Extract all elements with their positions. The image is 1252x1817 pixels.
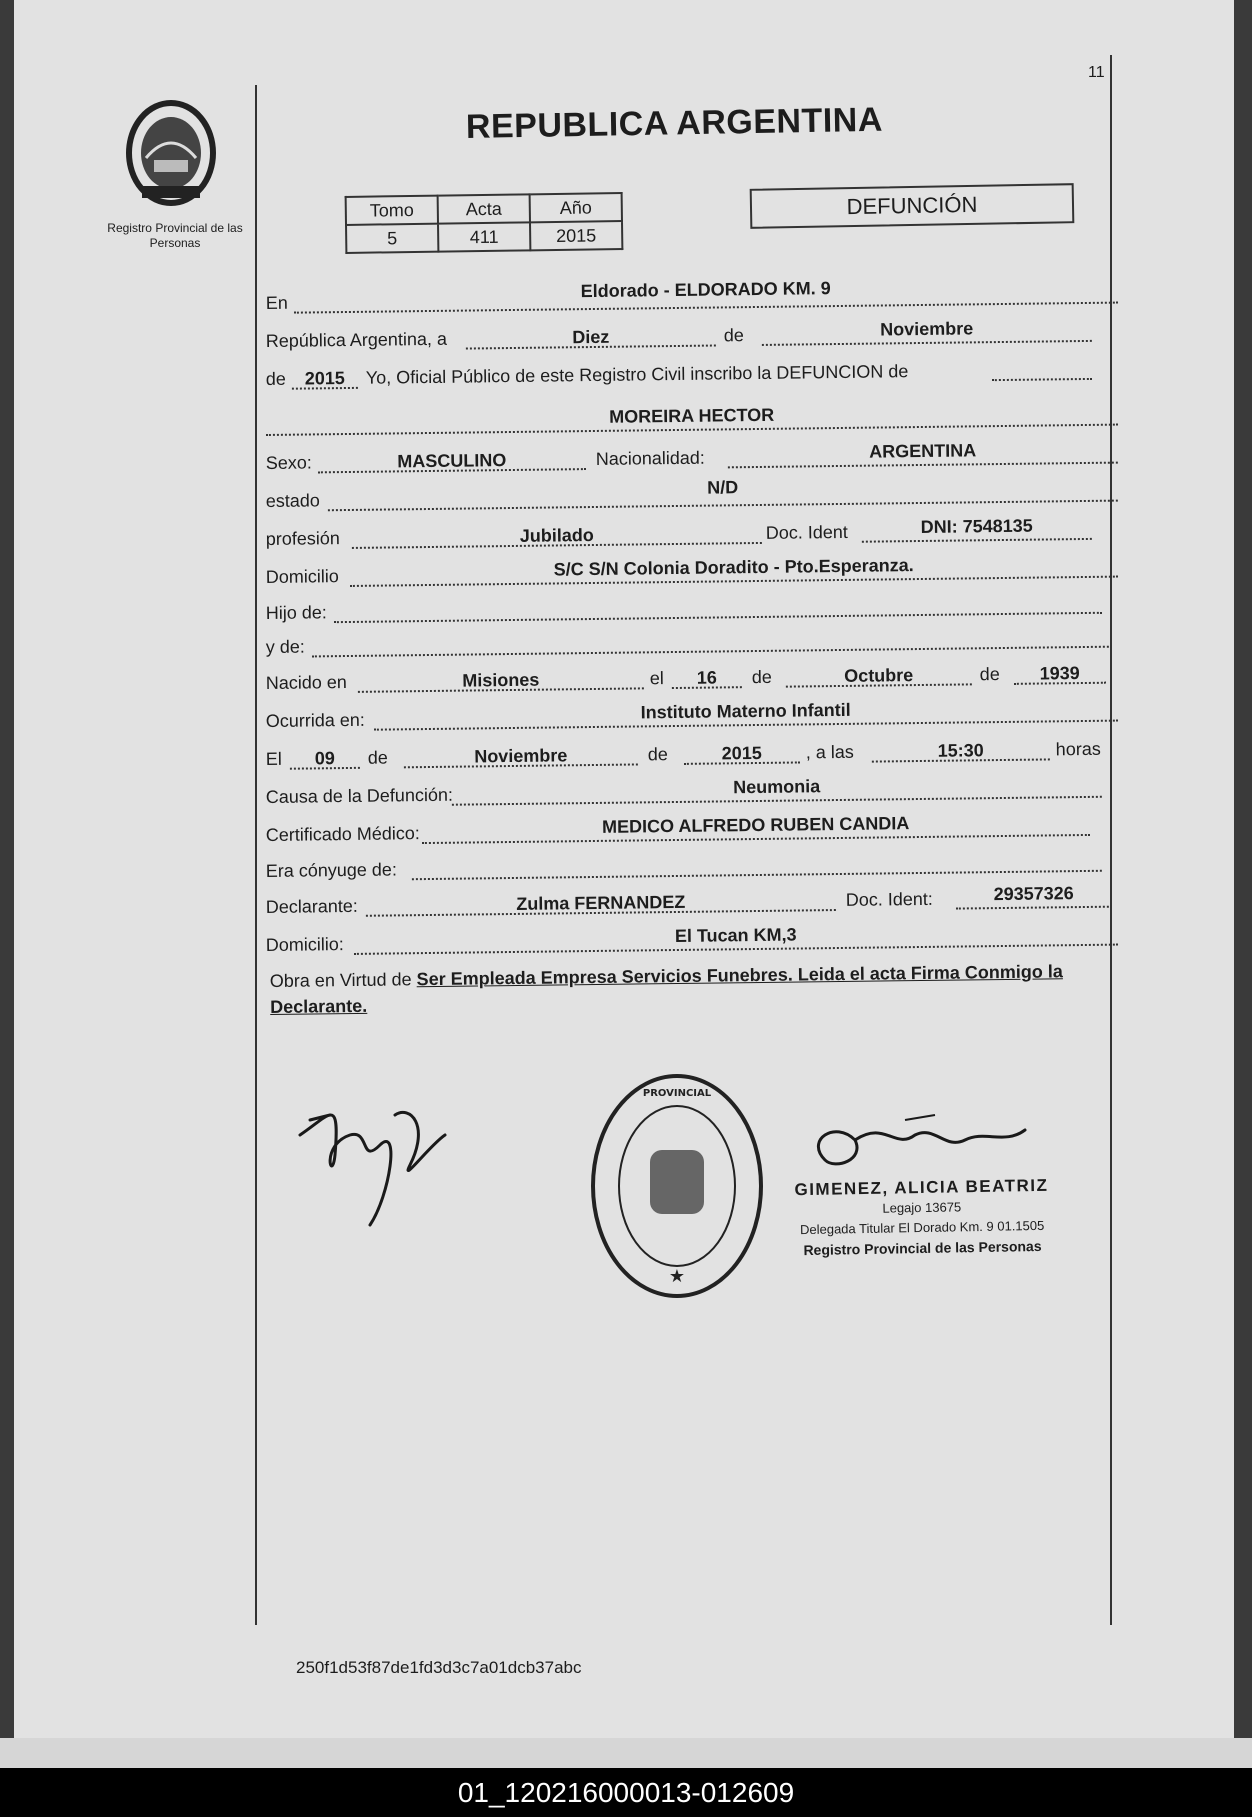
de-label-2: de	[265, 368, 286, 390]
yde-line	[312, 624, 1112, 658]
nacido-anio: 1939	[1039, 663, 1080, 684]
profesion-value: Jubilado	[519, 524, 594, 546]
obra-label: Obra en Virtud de	[269, 969, 412, 992]
officer-office: Registro Provincial de las Personas	[803, 1237, 1042, 1259]
nacionalidad-value: ARGENTINA	[869, 440, 977, 462]
republica-label: República Argentina, a	[265, 328, 448, 352]
nacido-dia: 16	[696, 667, 717, 688]
estado-value: N/D	[707, 477, 739, 498]
causa-value: Neumonia	[733, 776, 821, 798]
officer-legajo: Legajo 13675	[882, 1199, 962, 1216]
causa-label: Causa de la Defunción:	[265, 784, 454, 808]
officer-block	[771, 1175, 1072, 1260]
inscribe-text: Yo, Oficial Público de este Registro Civil inscribo la DEFUNCION de	[365, 361, 909, 388]
officer-name: GIMENEZ, ALICIA BEATRIZ	[794, 1175, 1049, 1200]
domicilio2-label: Domicilio:	[265, 934, 344, 956]
conyuge-label: Era cónyuge de:	[265, 859, 397, 882]
hijo-label: Hijo de:	[265, 602, 327, 624]
left-margin-rule	[255, 85, 257, 1625]
nacido-label: Nacido en	[265, 672, 347, 694]
doc2-value: 29357326	[993, 883, 1074, 905]
de-label-6: de	[647, 744, 668, 765]
obra-text: Ser Empleada Empresa Servicios Funebres. Leida el acta Firma Conmigo la Declarante.	[270, 961, 1063, 1017]
place-value: Eldorado - ELDORADO KM. 9	[580, 278, 831, 302]
document-title: REPUBLICA ARGENTINA	[465, 100, 884, 146]
nacido-mes: Octubre	[844, 665, 914, 686]
el-label: el	[649, 668, 664, 689]
officer-role: Delegada Titular El Dorado Km. 9 01.1505	[799, 1217, 1045, 1238]
def-dia: 09	[314, 748, 335, 769]
hora-value: 15:30	[937, 740, 984, 761]
sexo-value: MASCULINO	[397, 450, 507, 472]
inscribe-line	[992, 356, 1092, 381]
domicilio-value: S/C S/N Colonia Doradito - Pto.Esperanza.	[553, 555, 914, 580]
hijo-line	[334, 590, 1102, 623]
registry-stamp	[588, 1070, 766, 1302]
yde-label: y de:	[265, 636, 305, 658]
scan-id-bar: 01_120216000013-012609	[0, 1768, 1252, 1817]
domicilio2-value: El Tucan KM,3	[674, 924, 797, 947]
document-hash: 250f1d53f87de1fd3d3c7a01dcb37abc	[296, 1658, 582, 1677]
month-value: Noviembre	[880, 318, 974, 340]
year-value: 2015	[304, 368, 345, 389]
horas-label: horas	[1055, 738, 1101, 760]
tomo-header: Tomo	[346, 196, 438, 225]
doc-value: DNI: 7548135	[920, 515, 1033, 537]
page-number: 11	[1088, 64, 1105, 81]
ocurrida-value: Instituto Materno Infantil	[640, 699, 851, 723]
de-label-3: de	[751, 666, 772, 688]
sexo-label: Sexo:	[265, 452, 312, 474]
acta-value: 411	[438, 222, 530, 251]
province-seal-logo	[124, 98, 218, 208]
declarant-signature	[290, 1075, 450, 1235]
doc-label: Doc. Ident	[765, 521, 848, 543]
declarante-label: Declarante:	[265, 895, 358, 918]
deceased-name: MOREIRA HECTOR	[609, 404, 775, 427]
doc2-label: Doc. Ident:	[845, 888, 933, 910]
declarante-value: Zulma FERNANDEZ	[516, 891, 686, 914]
certificado-value: MEDICO ALFREDO RUBEN CANDIA	[601, 813, 910, 837]
ocurrida-label: Ocurrida en:	[265, 709, 365, 732]
de-label-4: de	[979, 664, 1000, 685]
def-anio: 2015	[721, 742, 762, 764]
estado-label: estado	[265, 490, 320, 512]
anio-header: Año	[530, 193, 622, 222]
certificado-label: Certificado Médico:	[265, 823, 420, 846]
nacionalidad-label: Nacionalidad:	[595, 447, 705, 469]
El-label: El	[265, 748, 282, 770]
acta-header: Acta	[438, 194, 530, 223]
en-label: En	[265, 292, 288, 314]
svg-text:★: ★	[668, 1266, 686, 1287]
de-label: de	[723, 325, 744, 346]
alas-label: , a las	[805, 741, 854, 763]
svg-text:PROVINCIAL: PROVINCIAL	[642, 1088, 712, 1099]
anio-value: 2015	[530, 221, 622, 250]
tomo-value: 5	[346, 224, 438, 253]
obra-paragraph	[270, 958, 1121, 1020]
de-label-5: de	[367, 747, 388, 768]
profesion-label: profesión	[265, 528, 340, 550]
record-reference-table	[345, 192, 624, 254]
seal-caption: Registro Provincial de las Personas	[107, 221, 243, 250]
nacido-lugar: Misiones	[462, 669, 540, 691]
record-type-box: DEFUNCIÓN	[750, 183, 1075, 229]
underlying-page-strip	[0, 1738, 1252, 1768]
conyuge-line	[412, 848, 1102, 880]
def-mes: Noviembre	[474, 745, 568, 767]
day-words: Diez	[572, 326, 610, 348]
domicilio-label: Domicilio	[265, 566, 339, 588]
